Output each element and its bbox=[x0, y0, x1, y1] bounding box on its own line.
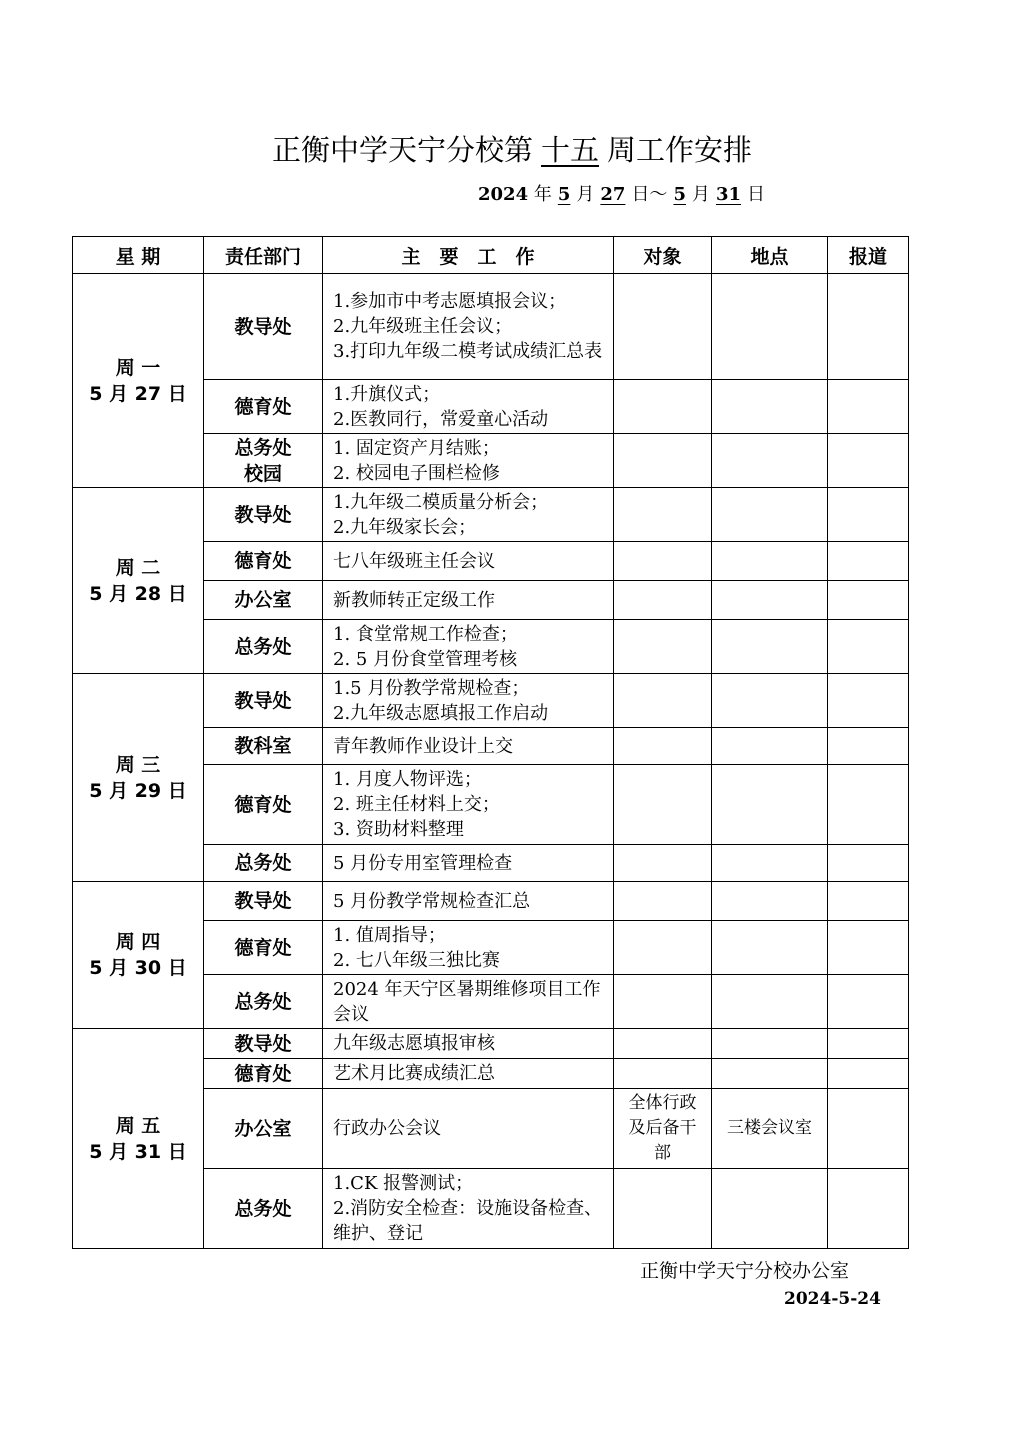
report-cell bbox=[828, 274, 909, 380]
task-line: 2.医教同行，常爱童心活动 bbox=[333, 408, 549, 430]
report-cell bbox=[828, 542, 909, 581]
place-cell bbox=[712, 975, 828, 1029]
page-title bbox=[0, 128, 1024, 169]
task-line: 新教师转正定级工作 bbox=[333, 589, 495, 611]
dept-line: 总务处 bbox=[234, 436, 292, 459]
month-char: 月 bbox=[576, 184, 595, 205]
table-row bbox=[73, 274, 909, 380]
place-cell bbox=[712, 488, 828, 542]
dept-cell: 德育处 bbox=[204, 921, 323, 975]
task-cell bbox=[323, 765, 614, 845]
day-date: 5 月 30 日 bbox=[89, 957, 187, 979]
task-cell bbox=[323, 674, 614, 728]
dept-cell: 教导处 bbox=[204, 882, 323, 921]
task-line: 七八年级班主任会议 bbox=[333, 550, 495, 572]
day-date: 5 月 28 日 bbox=[89, 582, 187, 605]
task-line: 5 月份专用室管理检查 bbox=[333, 852, 513, 874]
task-line: 1.参加市中考志愿填报会议； bbox=[333, 291, 567, 312]
dept-cell bbox=[204, 434, 323, 488]
task-cell bbox=[323, 845, 614, 882]
dept-line: 校园 bbox=[243, 462, 282, 485]
task-cell bbox=[323, 1059, 614, 1089]
day-label: 周 三 bbox=[115, 753, 161, 776]
target-cell bbox=[614, 542, 712, 581]
dept-cell: 总务处 bbox=[204, 620, 323, 674]
report-cell bbox=[828, 882, 909, 921]
target-cell bbox=[614, 975, 712, 1029]
dept-cell: 德育处 bbox=[204, 380, 323, 434]
target-cell bbox=[614, 882, 712, 921]
target-cell bbox=[614, 728, 712, 765]
task-line: 2. 5 月份食堂管理考核 bbox=[333, 648, 518, 670]
dept-cell: 德育处 bbox=[204, 542, 323, 581]
day-label: 周 二 bbox=[115, 556, 161, 579]
header-target: 对象 bbox=[614, 237, 712, 274]
place-cell bbox=[712, 921, 828, 975]
place-cell bbox=[712, 581, 828, 620]
task-line: 3.打印九年级二模考试成绩汇总表 bbox=[333, 341, 603, 362]
task-line: 2. 校园电子围栏检修 bbox=[333, 462, 500, 484]
table-row bbox=[73, 674, 909, 728]
report-cell bbox=[828, 845, 909, 882]
day-date: 5 月 27 日 bbox=[89, 382, 187, 405]
task-line: 1. 值周指导； bbox=[333, 924, 446, 946]
day-cell-mon bbox=[73, 274, 204, 488]
report-cell bbox=[828, 674, 909, 728]
report-cell bbox=[828, 921, 909, 975]
target-cell bbox=[614, 845, 712, 882]
task-line: 艺术月比赛成绩汇总 bbox=[333, 1063, 495, 1084]
target-cell bbox=[614, 1169, 712, 1249]
title-prefix: 正衡中学天宁分校第 bbox=[271, 133, 533, 167]
report-cell bbox=[828, 488, 909, 542]
day-char: 日～ bbox=[631, 184, 668, 205]
place-cell bbox=[712, 674, 828, 728]
target-cell bbox=[614, 765, 712, 845]
task-line: 2024 年天宁区暑期维修项目工作会议 bbox=[333, 978, 601, 1025]
task-cell bbox=[323, 542, 614, 581]
task-cell bbox=[323, 380, 614, 434]
report-cell bbox=[828, 1029, 909, 1059]
task-cell bbox=[323, 434, 614, 488]
report-cell bbox=[828, 581, 909, 620]
report-cell bbox=[828, 728, 909, 765]
place-cell bbox=[712, 274, 828, 380]
header-day: 星 期 bbox=[73, 237, 204, 274]
dept-cell: 总务处 bbox=[204, 845, 323, 882]
target-cell bbox=[614, 274, 712, 380]
target-cell bbox=[614, 1029, 712, 1059]
task-line: 2.九年级班主任会议； bbox=[333, 316, 513, 337]
task-line: 1. 月度人物评选； bbox=[333, 769, 482, 790]
place-cell bbox=[712, 845, 828, 882]
report-cell bbox=[828, 380, 909, 434]
task-line: 青年教师作业设计上交 bbox=[333, 735, 513, 757]
task-cell bbox=[323, 488, 614, 542]
task-cell bbox=[323, 581, 614, 620]
task-line: 5 月份教学常规检查汇总 bbox=[333, 890, 531, 912]
dept-cell: 德育处 bbox=[204, 1059, 323, 1089]
task-cell bbox=[323, 728, 614, 765]
place-cell bbox=[712, 620, 828, 674]
report-cell bbox=[828, 1089, 909, 1169]
dept-cell: 教导处 bbox=[204, 274, 323, 380]
day-date: 5 月 29 日 bbox=[89, 779, 187, 802]
table-row bbox=[73, 1029, 909, 1059]
dept-cell: 德育处 bbox=[204, 765, 323, 845]
dept-cell: 办公室 bbox=[204, 581, 323, 620]
header-place: 地点 bbox=[712, 237, 828, 274]
task-line: 2.九年级志愿填报工作启动 bbox=[333, 702, 549, 724]
target-cell bbox=[614, 1059, 712, 1089]
place-cell bbox=[712, 1059, 828, 1089]
report-cell bbox=[828, 1169, 909, 1249]
task-cell bbox=[323, 882, 614, 921]
place-cell bbox=[712, 1169, 828, 1249]
start-day: 27 bbox=[600, 184, 626, 205]
end-day: 31 bbox=[715, 184, 742, 205]
header-dept: 责任部门 bbox=[204, 237, 323, 274]
task-line: 2.九年级家长会； bbox=[333, 516, 477, 538]
table-row bbox=[73, 882, 909, 921]
task-cell bbox=[323, 1029, 614, 1059]
task-cell bbox=[323, 620, 614, 674]
place-cell bbox=[712, 380, 828, 434]
report-cell bbox=[828, 620, 909, 674]
task-line: 九年级志愿填报审核 bbox=[333, 1033, 495, 1054]
footer-date: 2024-5-24 bbox=[784, 1289, 881, 1309]
place-cell: 三楼会议室 bbox=[712, 1089, 828, 1169]
date-range bbox=[478, 180, 765, 206]
title-suffix: 周工作安排 bbox=[607, 133, 753, 167]
day-char-2: 日 bbox=[747, 184, 766, 205]
task-line: 2.消防安全检查：设施设备检查、维护、登记 bbox=[333, 1198, 603, 1244]
dept-cell: 总务处 bbox=[204, 1169, 323, 1249]
dept-cell: 教科室 bbox=[204, 728, 323, 765]
day-cell-fri bbox=[73, 1029, 204, 1249]
day-cell-tue bbox=[73, 488, 204, 674]
task-line: 1. 固定资产月结账； bbox=[333, 437, 500, 459]
report-cell bbox=[828, 1059, 909, 1089]
header-task: 主 要 工 作 bbox=[323, 237, 614, 274]
task-cell bbox=[323, 975, 614, 1029]
place-cell bbox=[712, 542, 828, 581]
task-line: 2. 班主任材料上交； bbox=[333, 794, 500, 815]
task-line: 2. 七八年级三独比赛 bbox=[333, 949, 500, 971]
end-month: 5 bbox=[673, 184, 686, 205]
task-line: 1.升旗仪式； bbox=[333, 383, 441, 405]
task-cell bbox=[323, 1169, 614, 1249]
year: 2024 bbox=[478, 184, 529, 205]
dept-cell: 教导处 bbox=[204, 1029, 323, 1059]
header-row bbox=[73, 237, 909, 274]
day-cell-thu bbox=[73, 882, 204, 1029]
footer-org: 正衡中学天宁分校办公室 bbox=[640, 1260, 850, 1282]
target-cell bbox=[614, 434, 712, 488]
year-char: 年 bbox=[533, 184, 552, 205]
schedule-table bbox=[72, 236, 909, 1249]
target-cell bbox=[614, 581, 712, 620]
target-cell bbox=[614, 921, 712, 975]
task-line: 行政办公会议 bbox=[333, 1118, 441, 1139]
task-line: 1. 食堂常规工作检查； bbox=[333, 623, 518, 645]
day-label: 周 五 bbox=[115, 1114, 161, 1137]
task-line: 1.九年级二模质量分析会； bbox=[333, 491, 549, 513]
report-cell bbox=[828, 765, 909, 845]
table-row bbox=[73, 488, 909, 542]
target-cell bbox=[614, 674, 712, 728]
day-date: 5 月 31 日 bbox=[89, 1140, 187, 1163]
target-cell bbox=[614, 620, 712, 674]
day-cell-wed bbox=[73, 674, 204, 882]
dept-cell: 办公室 bbox=[204, 1089, 323, 1169]
task-line: 1.5 月份教学常规检查； bbox=[333, 677, 530, 699]
start-month: 5 bbox=[557, 184, 571, 205]
task-cell bbox=[323, 921, 614, 975]
place-cell bbox=[712, 728, 828, 765]
day-label: 周 一 bbox=[115, 356, 161, 379]
target-cell: 全体行政及后备干部 bbox=[614, 1089, 712, 1169]
day-label: 周 四 bbox=[115, 931, 161, 953]
task-cell bbox=[323, 1089, 614, 1169]
report-cell bbox=[828, 434, 909, 488]
task-line: 1.CK 报警测试； bbox=[333, 1173, 474, 1194]
header-report: 报道 bbox=[828, 237, 909, 274]
report-cell bbox=[828, 975, 909, 1029]
dept-cell: 总务处 bbox=[204, 975, 323, 1029]
place-cell bbox=[712, 765, 828, 845]
place-cell bbox=[712, 1029, 828, 1059]
place-cell bbox=[712, 434, 828, 488]
dept-cell: 教导处 bbox=[204, 488, 323, 542]
task-cell bbox=[323, 274, 614, 380]
month-char-2: 月 bbox=[691, 184, 710, 205]
target-cell bbox=[614, 488, 712, 542]
title-week-number: 十五 bbox=[540, 133, 599, 167]
target-cell bbox=[614, 380, 712, 434]
place-cell bbox=[712, 882, 828, 921]
task-line: 3. 资助材料整理 bbox=[333, 819, 464, 840]
dept-cell: 教导处 bbox=[204, 674, 323, 728]
